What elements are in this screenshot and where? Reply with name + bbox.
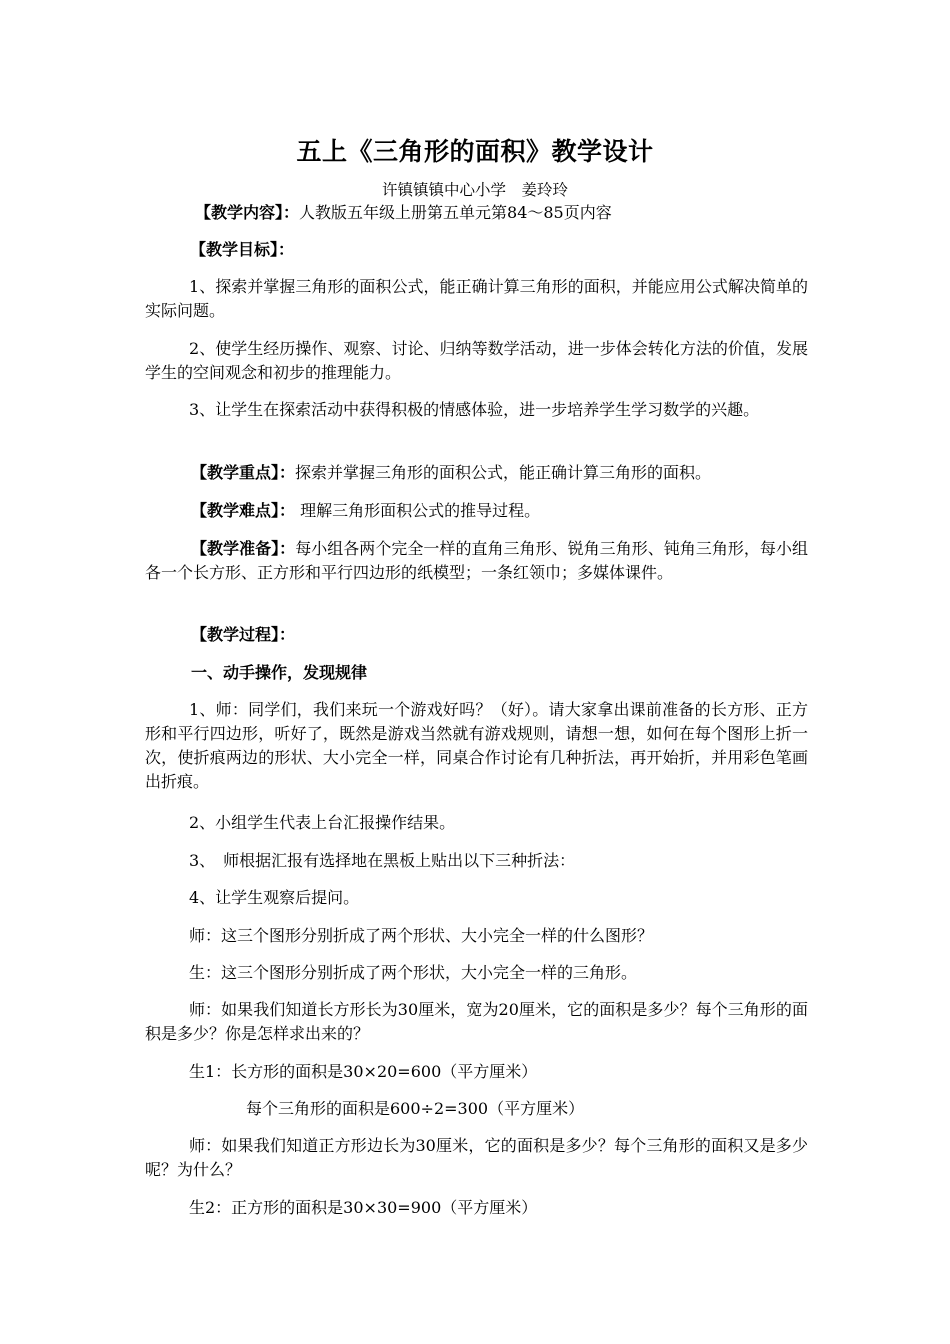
content-label: 【教学内容】： xyxy=(195,203,300,222)
preparation xyxy=(145,537,808,585)
student-answer-3-line-1: 生2：正方形的面积是30×30=900（平方厘米） xyxy=(189,1198,538,1217)
key-point xyxy=(145,461,808,485)
difficult-text: 理解三角形面积公式的推导过程。 xyxy=(295,501,541,520)
document-title: 五上《三角形的面积》教学设计 xyxy=(296,137,654,166)
author-line: 许镇镇镇中心小学 姜玲玲 xyxy=(381,181,568,199)
goal-2: 2、使学生经历操作、观察、讨论、归纳等数学活动，进一步体会转化方法的价值，发展学生的空间观念和初步的推理能力。 xyxy=(145,339,808,382)
step-4: 4、让学生观察后提问。 xyxy=(189,888,360,907)
section-1-heading: 一、动手操作，发现规律 xyxy=(191,663,368,682)
step-1: 1、师：同学们，我们来玩一个游戏好吗？（好）。请大家拿出课前准备的长方形、正方形和平行四边形，听好了，既然是游戏当然就有游戏规则，请想一想，如何在每个图形上折一次，使折痕两边的形状、大小完全一样，同桌合作讨论有几种折法，再开始折，并用彩色笔画出折痕。 xyxy=(145,700,808,791)
difficult-label: 【教学难点】： xyxy=(191,501,296,520)
process-label: 【教学过程】： xyxy=(191,625,296,644)
goal-3: 3、让学生在探索活动中获得积极的情感体验，进一步培养学生学习数学的兴趣。 xyxy=(189,400,760,419)
prep-text: 每小组各两个完全一样的直角三角形、锐角三角形、钝角三角形，每小组各一个长方形、正方形和平行四边形的纸模型；一条红领巾；多媒体课件。 xyxy=(145,539,808,582)
content-text: 人教版五年级上册第五单元第84～85页内容 xyxy=(299,203,612,222)
teacher-question-2: 师：如果我们知道长方形长为30厘米，宽为20厘米，它的面积是多少？每个三角形的面积是多少？你是怎样求出来的？ xyxy=(145,1000,808,1043)
teacher-question-3: 师：如果我们知道正方形边长为30厘米，它的面积是多少？每个三角形的面积又是多少呢？为什么？ xyxy=(145,1136,808,1179)
step-3: 3、 师根据汇报有选择地在黑板上贴出以下三种折法： xyxy=(189,851,576,870)
goals-heading xyxy=(190,238,853,262)
key-label: 【教学重点】： xyxy=(191,463,296,482)
difficult-point xyxy=(145,499,808,523)
student-answer-2-line-1: 生1：长方形的面积是30×20=600（平方厘米） xyxy=(189,1062,538,1081)
process-heading xyxy=(145,623,808,647)
prep-label: 【教学准备】： xyxy=(191,539,296,558)
step-2: 2、小组学生代表上台汇报操作结果。 xyxy=(189,813,456,832)
teacher-question-1: 师：这三个图形分别折成了两个形状、大小完全一样的什么图形？ xyxy=(189,926,654,945)
goals-label: 【教学目标】： xyxy=(190,240,295,259)
key-text: 探索并掌握三角形的面积公式，能正确计算三角形的面积。 xyxy=(295,463,712,482)
student-answer-2-line-2: 每个三角形的面积是600÷2=300（平方厘米） xyxy=(246,1099,585,1118)
student-answer-1: 生：这三个图形分别折成了两个形状，大小完全一样的三角形。 xyxy=(189,963,638,982)
teaching-content xyxy=(195,201,815,225)
goal-1: 1、探索并掌握三角形的面积公式，能正确计算三角形的面积，并能应用公式解决简单的实际问题。 xyxy=(145,277,808,320)
